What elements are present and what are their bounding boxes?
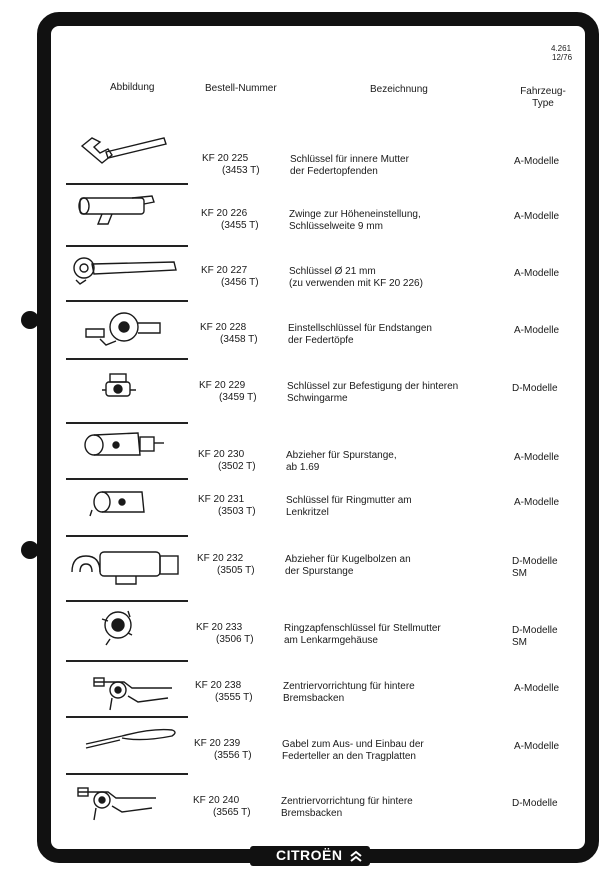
description-line: Abzieher für Spurstange, xyxy=(286,450,397,461)
order-reference: (3506 T) xyxy=(216,634,254,645)
description-line: Schlüssel für innere Mutter xyxy=(290,154,409,165)
open-end-wrench-icon xyxy=(78,132,168,177)
description-line: der Federtöpfe xyxy=(288,335,354,346)
row-divider xyxy=(66,300,188,302)
vehicle-type-value: A-Modelle xyxy=(514,268,560,279)
ring-nut-key-icon xyxy=(88,484,158,525)
column-header-order-number: Bestell-Nummer xyxy=(205,83,277,94)
vehicle-type-value: D-Modelle xyxy=(512,798,558,809)
sheet-number: 4.261 xyxy=(551,44,572,53)
description xyxy=(290,154,409,178)
description-line: ab 1.69 xyxy=(286,462,320,473)
centering-device-icon xyxy=(88,668,178,717)
order-reference: (3555 T) xyxy=(215,692,253,703)
fork-tool-icon xyxy=(82,722,182,757)
order-number xyxy=(200,322,258,346)
vehicle-type-value: A-Modelle xyxy=(514,325,560,336)
order-code: KF 20 228 xyxy=(200,322,247,333)
order-reference: (3556 T) xyxy=(214,750,252,761)
vehicle-type-value: SM xyxy=(512,568,527,579)
description-line: Federteller an den Tragplatten xyxy=(282,751,416,762)
description-line: Schlüssel Ø 21 mm xyxy=(289,266,376,277)
order-reference: (3456 T) xyxy=(221,277,259,288)
double-chevron-icon xyxy=(350,850,362,862)
adjusting-wrench-icon xyxy=(80,305,170,354)
vehicle-type-value: A-Modelle xyxy=(514,156,560,167)
description-line: Ringzapfenschlüssel für Stellmutter xyxy=(284,623,441,634)
vehicle-type xyxy=(514,497,559,509)
description xyxy=(289,209,421,233)
row-divider xyxy=(66,716,188,718)
order-number xyxy=(199,380,257,404)
column-header-image: Abbildung xyxy=(110,82,155,93)
row-divider xyxy=(66,478,188,480)
description xyxy=(287,381,458,405)
description xyxy=(282,739,424,763)
description-line: Schlüssel für Ringmutter am xyxy=(286,495,412,506)
centering-device-icon xyxy=(72,778,162,827)
order-code: KF 20 231 xyxy=(198,494,245,505)
description-line: Schwingarme xyxy=(287,393,348,404)
description-line: der Spurstange xyxy=(285,566,354,577)
vehicle-type-value: SM xyxy=(512,637,527,648)
order-reference: (3502 T) xyxy=(218,461,256,472)
order-reference: (3459 T) xyxy=(219,392,257,403)
socket-key-icon xyxy=(96,368,146,413)
vehicle-type xyxy=(514,325,559,337)
vehicle-type xyxy=(512,383,558,395)
order-number xyxy=(195,680,253,704)
vehicle-type xyxy=(512,556,558,580)
order-code: KF 20 238 xyxy=(195,680,242,691)
vehicle-type xyxy=(514,683,559,695)
order-reference: (3455 T) xyxy=(221,220,259,231)
description-line: Schlüssel zur Befestigung der hinteren xyxy=(287,381,459,392)
description-line: (zu verwenden mit KF 20 226) xyxy=(289,278,423,289)
column-header-vehicle-type: Fahrzeug- Type xyxy=(520,86,566,109)
order-reference: (3503 T) xyxy=(218,506,256,517)
ball-joint-puller-icon xyxy=(66,542,186,593)
order-reference: (3505 T) xyxy=(217,565,255,576)
clamp-tool-icon xyxy=(72,190,162,235)
description-line: Gabel zum Aus- und Einbau der xyxy=(282,739,424,750)
brand-logo: CITROËN xyxy=(276,847,343,863)
order-number xyxy=(196,622,254,646)
row-divider xyxy=(66,358,188,360)
order-code: KF 20 229 xyxy=(199,380,246,391)
vehicle-type xyxy=(512,798,558,810)
row-divider xyxy=(66,773,188,775)
description-line: der Federtopfenden xyxy=(290,166,378,177)
row-divider xyxy=(66,660,188,662)
description-line: Einstellschlüssel für Endstangen xyxy=(288,323,432,334)
vehicle-type xyxy=(514,211,559,223)
order-number xyxy=(194,738,252,762)
order-number xyxy=(198,494,256,518)
column-header-description: Bezeichnung xyxy=(370,84,428,95)
description-line: Abzieher für Kugelbolzen an xyxy=(285,554,411,565)
vehicle-type-value: D-Modelle xyxy=(512,383,558,394)
row-divider xyxy=(66,600,188,602)
order-code: KF 20 232 xyxy=(197,553,244,564)
order-number xyxy=(197,553,255,577)
vehicle-type-value: A-Modelle xyxy=(514,683,560,694)
description xyxy=(286,450,397,474)
ring-wrench-icon xyxy=(70,250,180,295)
order-reference: (3458 T) xyxy=(220,334,258,345)
description-line: Zwinge zur Höheneinstellung, xyxy=(289,209,421,220)
row-divider xyxy=(66,422,188,424)
vehicle-type xyxy=(514,268,559,280)
order-number xyxy=(193,795,251,819)
vehicle-type xyxy=(514,741,559,753)
vehicle-type-value: D-Modelle xyxy=(512,625,558,636)
description-line: Zentriervorrichtung für hintere xyxy=(283,681,415,692)
order-reference: (3453 T) xyxy=(222,165,260,176)
order-code: KF 20 233 xyxy=(196,622,243,633)
vehicle-type-value: A-Modelle xyxy=(514,741,560,752)
description-line: am Lenkarmgehäuse xyxy=(284,635,378,646)
description-line: Bremsbacken xyxy=(281,808,343,819)
description xyxy=(284,623,441,647)
sheet-date: 12/76 xyxy=(552,53,573,62)
order-code: KF 20 230 xyxy=(198,449,245,460)
order-number xyxy=(201,265,259,289)
order-number xyxy=(202,153,260,177)
description xyxy=(285,554,411,578)
order-number xyxy=(201,208,259,232)
order-code: KF 20 225 xyxy=(202,153,249,164)
vehicle-type xyxy=(512,625,558,649)
order-code: KF 20 239 xyxy=(194,738,241,749)
description-line: Schlüsselweite 9 mm xyxy=(289,221,383,232)
order-number xyxy=(198,449,256,473)
order-code: KF 20 240 xyxy=(193,795,240,806)
row-divider xyxy=(66,535,188,537)
description xyxy=(289,266,423,290)
description xyxy=(283,681,415,705)
row-divider xyxy=(66,245,188,247)
description xyxy=(286,495,412,519)
vehicle-type-value: A-Modelle xyxy=(514,497,560,508)
order-reference: (3565 T) xyxy=(213,807,251,818)
puller-icon xyxy=(78,427,168,468)
row-divider xyxy=(66,183,188,185)
description-line: Bremsbacken xyxy=(283,693,345,704)
order-code: KF 20 227 xyxy=(201,265,248,276)
vehicle-type xyxy=(514,156,559,168)
description xyxy=(288,323,432,347)
vehicle-type-value: A-Modelle xyxy=(514,452,560,463)
vehicle-type xyxy=(514,452,559,464)
pin-spanner-icon xyxy=(96,605,146,654)
vehicle-type-value: A-Modelle xyxy=(514,211,560,222)
description-line: Lenkritzel xyxy=(286,507,329,518)
vehicle-type-value: D-Modelle xyxy=(512,556,558,567)
description-line: Zentriervorrichtung für hintere xyxy=(281,796,413,807)
order-code: KF 20 226 xyxy=(201,208,248,219)
sheet-reference xyxy=(551,44,572,62)
description xyxy=(281,796,413,820)
